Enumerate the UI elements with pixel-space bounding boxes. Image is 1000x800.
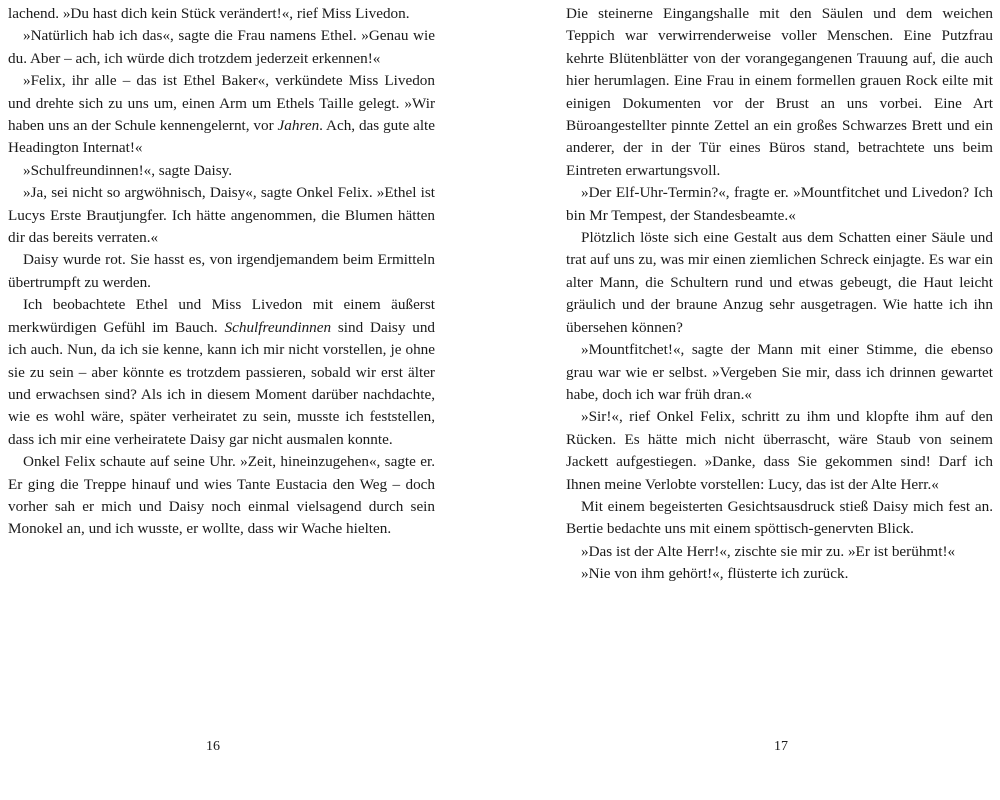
right-page [500,0,1000,800]
right-page-text [566,3,993,586]
paragraph: »Schulfreundinnen!«, sagte Daisy. [23,161,233,179]
paragraph: Onkel Felix schaute auf seine Uhr. »Zeit, hineinzugehen«, sagte er. Er ging die Treppe hinauf und wies Tante Eustacia den Weg – doch vorher sah er mich und Daisy noch einmal vielsagend durch sein Monokel an, und ich wusste, er wollte, dass wir Wache hielten. [8,453,435,538]
paragraph: lachend. »Du hast dich kein Stück verändert!«, rief Miss Livedon. [8,5,410,22]
paragraph: »Sir!«, rief Onkel Felix, schritt zu ihm und klopfte ihm auf den Rücken. Es hätte mich nicht überrascht, wäre Staub von seinem Jackett aufgestiegen. »Danke, dass Sie gekommen sind! Darf ich Ihnen meine Verlobte vorstellen: Lucy, das ist der Alte Herr.« [566,408,993,493]
paragraph: Plötzlich löste sich eine Gestalt aus dem Schatten einer Säule und trat auf uns zu, was mir einen ziemlichen Schreck einjagte. Es war ein alter Mann, die Schultern rund und etwas gebeugt, die Haut leicht gräulich und der braune Anzug sehr ausgetragen. Wie hatte ich ihn übersehen können? [566,229,993,336]
paragraph: »Mountfitchet!«, sagte der Mann mit einer Stimme, die ebenso grau war wie er selbst. »Vergeben Sie mir, dass ich drinnen gewartet habe, doch ich war früh dran.« [566,341,993,403]
paragraph: Die steinerne Eingangshalle mit den Säulen und dem weichen Teppich war verwirrenderweise voller Menschen. Eine Putzfrau kehrte Blütenblätter von der vorangegangenen Trauung auf, die auch hier herumlagen. Eine Frau in einem formellen grauen Rock eilte mit einigen Dokumenten vor der Brust an uns vorbei. Eine Art Büroangestellter pinnte Zettel an ein großes Schwarzes Brett und ein anderer, der in der Tür eines Büros stand, betrachtete uns beim Eintreten erwartungsvoll. [566,5,993,179]
emphasis-text: Jahren [277,117,320,135]
paragraph: »Ja, sei nicht so argwöhnisch, Daisy«, sagte Onkel Felix. »Ethel ist Lucys Erste Brautjungfer. Ich hätte angenommen, die Blumen hätten dir das bereits verraten.« [8,184,435,247]
paragraph: Daisy wurde rot. Sie hasst es, von irgendjemandem beim Ermitteln übertrumpft zu werden. [8,251,435,291]
paragraph [8,70,435,160]
emphasis-text: Schulfreundinnen [224,318,332,336]
paragraph-text: Ich beobachtete Ethel und Miss Livedon mit einem äußerst merkwürdigen Gefühl im Bauch. [8,296,435,336]
paragraph: »Der Elf-Uhr-Termin?«, fragte er. »Mountfitchet und Livedon? Ich bin Mr Tempest, der Standesbeamte.« [566,184,993,224]
paragraph: »Nie von ihm gehört!«, flüsterte ich zurück. [581,565,849,583]
paragraph-text: sind Daisy und ich auch. Nun, da ich sie kenne, kann ich mir nicht vorstellen, je ohne sie zu sein – aber könnte es trotzdem passieren, sobald wir erst älter und erwachsen sind? Als ich in diesem Moment darüber nachdachte, wie es wohl wäre, später verheiratet zu sein, musste ich feststellen, dass ich mir eine verheiratete Daisy gar nicht ausmalen konnte. [8,318,436,448]
paragraph-text: »Felix, ihr alle – das ist Ethel Baker«, verkündete Miss Livedon und drehte sich zu uns um, einen Arm um Ethels Taille gelegt. »Wir haben uns an der Schule kennengelernt, vor [8,72,435,135]
paragraph: Mit einem begeisterten Gesichtsausdruck stieß Daisy mich fest an. Bertie bedachte uns mit einem spöttisch-genervten Blick. [566,497,993,538]
page-number: 17 [774,739,788,754]
paragraph-text: . Ach, das gute alte Headington Internat!« [8,117,435,157]
paragraph: »Natürlich hab ich das«, sagte die Frau namens Ethel. »Genau wie du. Aber – ach, ich würde dich trotzdem jederzeit erkennen!« [8,27,435,67]
page-number: 16 [206,739,220,754]
paragraph: »Das ist der Alte Herr!«, zischte sie mir zu. »Er ist berühmt!« [581,542,956,560]
paragraph [8,294,435,451]
left-page-text [8,3,435,541]
